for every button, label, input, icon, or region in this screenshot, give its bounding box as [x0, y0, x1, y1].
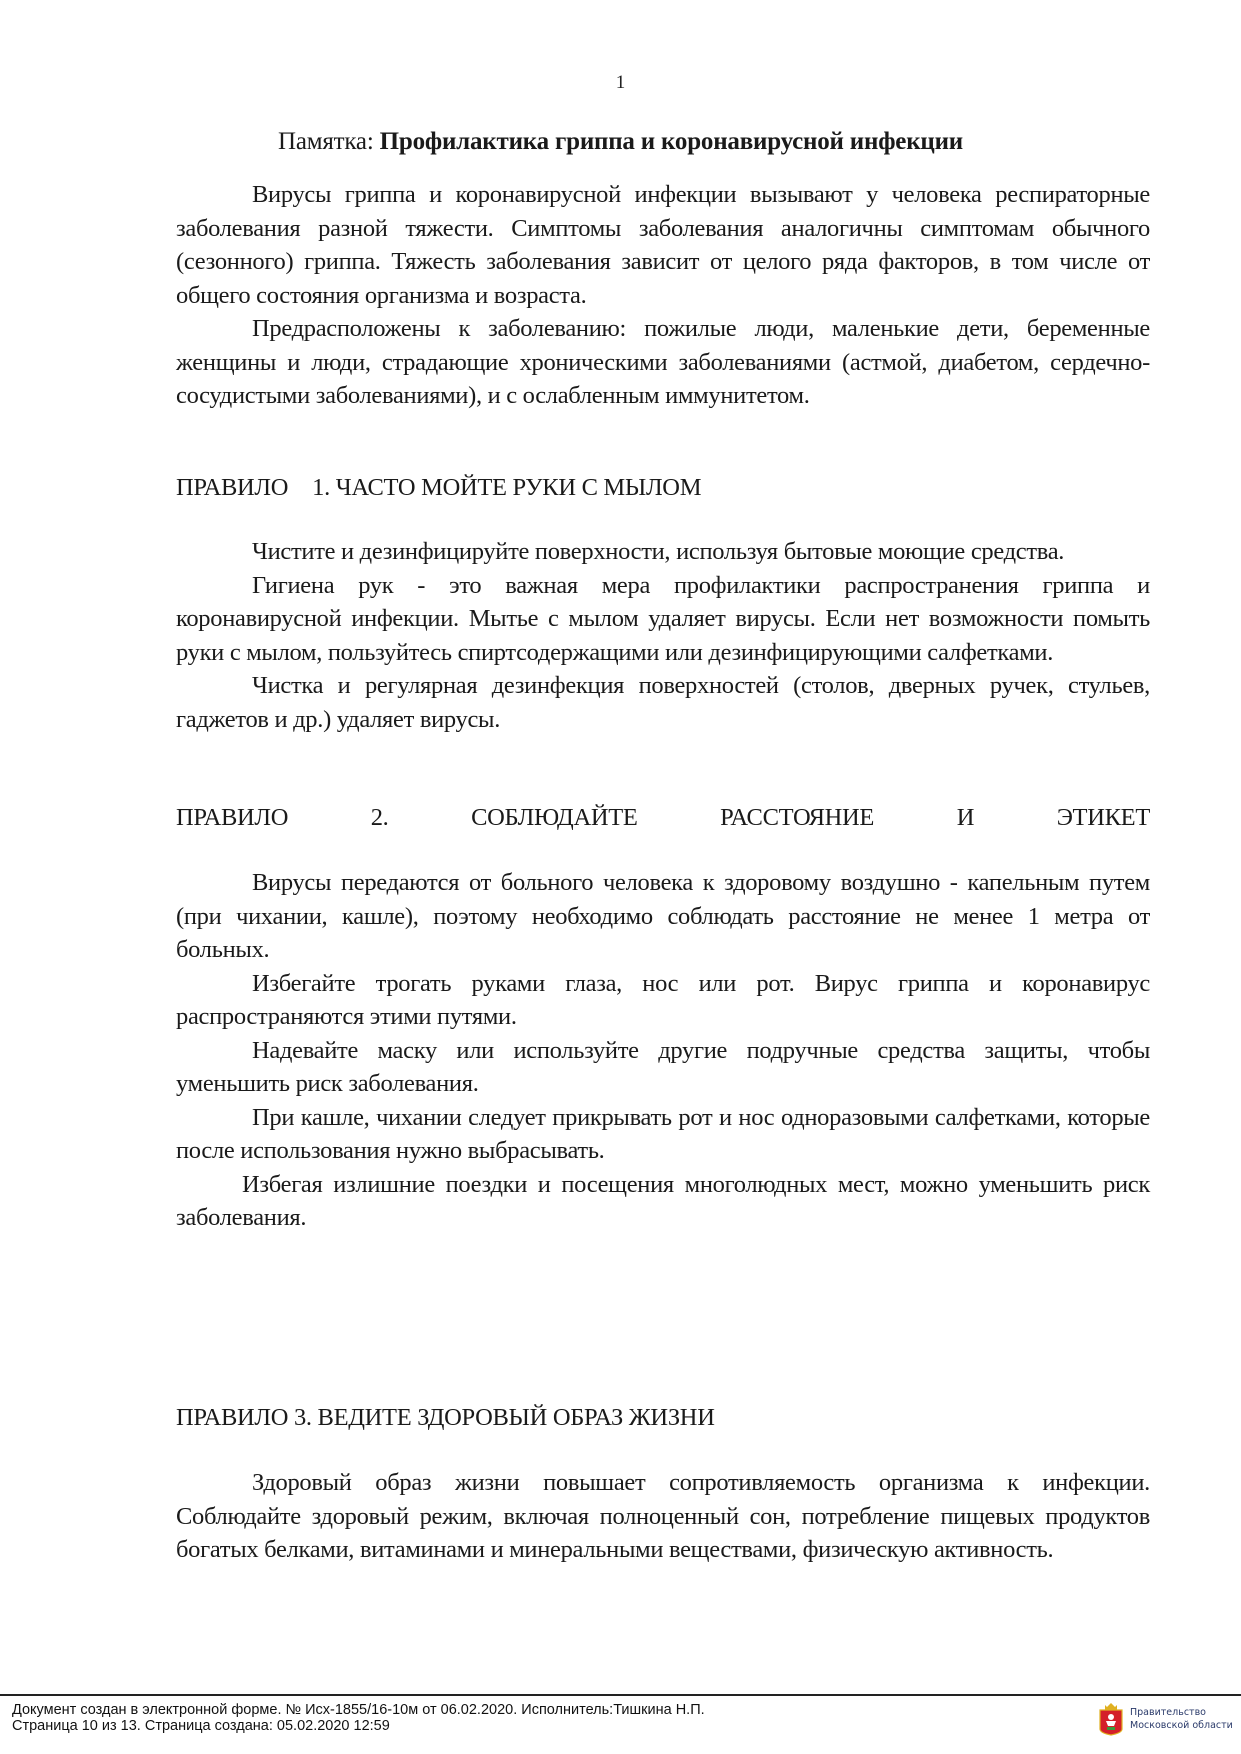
rule-2-word: И [956, 804, 975, 831]
title-main: Профилактика гриппа и коронавирусной инфекции [379, 128, 964, 155]
rule-2-heading [176, 804, 1150, 832]
document-title [0, 128, 1241, 156]
rule-2-paragraph: Надевайте маску или используйте другие подручные средства защиты, чтобы уменьшить риск заболевания. [176, 1036, 1150, 1097]
rule-2-paragraph: Вирусы передаются от больного человека к здоровому воздушно - капельным путем (при чихании, кашле), поэтому необходимо соблюдать расстояние не менее 1 метра от больных. [176, 869, 1150, 963]
government-logo [1098, 1702, 1233, 1736]
page-number: 1 [615, 72, 626, 93]
moscow-oblast-coat-of-arms-icon [1098, 1702, 1124, 1736]
rule-2-section [176, 866, 1150, 1235]
rule-1-title: 1. ЧАСТО МОЙТЕ РУКИ С МЫЛОМ [312, 474, 702, 501]
footer-document-info: Документ создан в электронной форме. № Исх-1855/16-10м от 06.02.2020. Исполнитель:Тишкина Н.П. [12, 1702, 705, 1718]
rule-2-word: ПРАВИЛО [176, 804, 289, 831]
rule-3-heading: ПРАВИЛО 3. ВЕДИТЕ ЗДОРОВЫЙ ОБРАЗ ЖИЗНИ [176, 1404, 715, 1431]
rule-2-paragraph: Избегая излишние поездки и посещения многолюдных мест, можно уменьшить риск заболевания. [176, 1170, 1150, 1231]
rule-2-word: 2. [370, 804, 389, 831]
rule-1-heading [176, 474, 1150, 502]
rule-1-paragraph: Чистка и регулярная дезинфекция поверхностей (столов, дверных ручек, стульев, гаджетов и др.) удаляет вирусы. [176, 672, 1150, 733]
rule-2-word: ЭТИКЕТ [1056, 804, 1150, 831]
rule-3-paragraph: Здоровый образ жизни повышает сопротивляемость организма к инфекции. Соблюдайте здоровый режим, включая полноценный сон, потребление пищевых продуктов богатых белками, витаминами и минеральными веществами, физическую активность. [176, 1469, 1150, 1563]
rule-1-paragraph: Гигиена рук - это важная мера профилактики распространения гриппа и коронавирусной инфекции. Мытье с мылом удаляет вирусы. Если нет возможности помыть руки с мылом, пользуйтесь спиртсодержащими или дезинфицирующими салфетками. [176, 571, 1150, 666]
rule-2-word: РАССТОЯНИЕ [720, 804, 875, 831]
rule-2-paragraph: При кашле, чихании следует прикрывать рот и нос одноразовыми салфетками, которые после использования нужно выбрасывать. [176, 1103, 1150, 1164]
rule-1-section [176, 535, 1150, 736]
title-prefix: Памятка: [277, 128, 380, 155]
intro-paragraph: Предрасположены к заболеванию: пожилые люди, маленькие дети, беременные женщины и люди, страдающие хроническими заболеваниями (астмой, диабетом, сердечно-сосудистыми заболеваниями), и с ослабленным иммунитетом. [176, 315, 1150, 409]
rule-2-word: СОБЛЮДАЙТЕ [471, 804, 638, 831]
logo-line-1: Правительство [1130, 1707, 1206, 1718]
footer-page-info: Страница 10 из 13. Страница создана: 05.02.2020 12:59 [12, 1718, 390, 1734]
rule-1-paragraph: Чистите и дезинфицируйте поверхности, используя бытовые моющие средства. [252, 538, 1065, 565]
rule-1-label: ПРАВИЛО [176, 474, 289, 501]
footer-info [12, 1702, 705, 1734]
rule-2-paragraph: Избегайте трогать руками глаза, нос или рот. Вирус гриппа и коронавирус распространяются этими путями. [176, 969, 1150, 1030]
footer-divider [0, 1694, 1241, 1696]
logo-line-2: Московской области [1130, 1720, 1233, 1731]
intro-paragraph: Вирусы гриппа и коронавирусной инфекции вызывают у человека респираторные заболевания разной тяжести. Симптомы заболевания аналогичны симптомам обычного (сезонного) гриппа. Тяжесть заболевания зависит от целого ряда факторов, в том числе от общего состояния организма и возраста. [176, 181, 1150, 309]
intro-section [176, 178, 1150, 413]
rule-3-section [176, 1466, 1150, 1567]
